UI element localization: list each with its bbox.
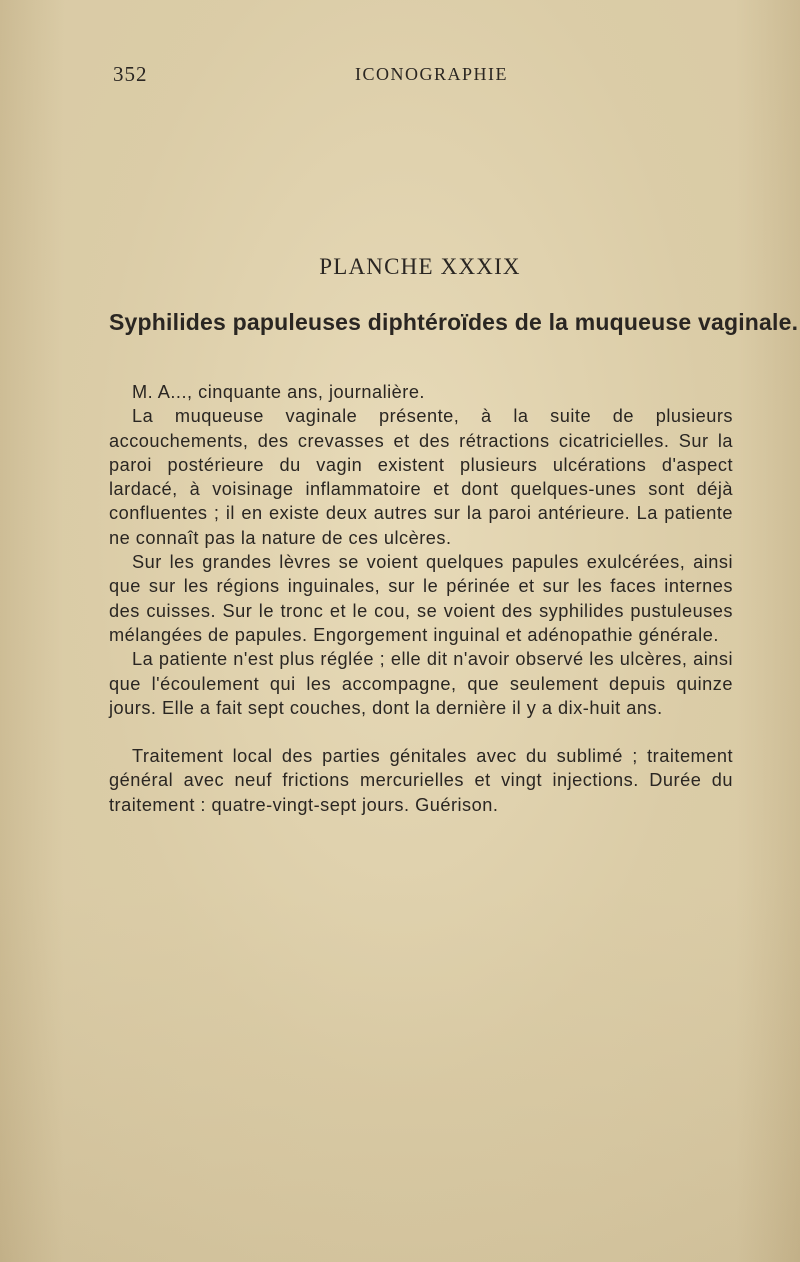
case-description: [109, 380, 733, 817]
plate-subtitle: Syphilides papuleuses diphtéroïdes de la muqueuse vaginale.: [109, 309, 799, 335]
plate-title: PLANCHE XXXIX: [319, 254, 521, 279]
page-number: 352: [113, 62, 148, 86]
paragraph-history: La patiente n'est plus réglée ; elle dit n'avoir observé les ulcères, ainsi que l'écoulement qui les accompagne, que seulement depuis quinze jours. Elle a fait sept couches, dont la dernière il y a dix-huit ans.: [109, 649, 733, 718]
running-head: [0, 62, 800, 92]
paragraph-skin-findings: Sur les grandes lèvres se voient quelques papules exulcérées, ainsi que sur les régions inguinales, sur le périnée et sur les faces internes des cuisses. Sur le tronc et le cou, se voient des syphilides pustuleuses mélangées de papules. Engorgement inguinal et adénopathie générale.: [109, 552, 733, 645]
running-title: ICONOGRAPHIE: [355, 64, 508, 84]
paragraph-vaginal-findings: La muqueuse vaginale présente, à la suite de plusieurs accouchements, des crevasses et des rétractions cicatricielles. Sur la paroi postérieure du vagin existent plusieurs ulcérations d'aspect lardacé, à voisinage inflammatoire et dont quelques-unes sont déjà confluentes ; il en existe deux autres sur la paroi antérieure. La patiente ne connaît pas la nature de ces ulcères.: [109, 406, 733, 548]
paragraph-patient: M. A..., cinquante ans, journalière.: [132, 382, 425, 402]
paragraph-treatment: Traitement local des parties génitales avec du sublimé ; traitement général avec neuf frictions mercurielles et vingt injections. Durée du traitement : quatre-vingt-sept jours. Guérison.: [109, 746, 733, 815]
